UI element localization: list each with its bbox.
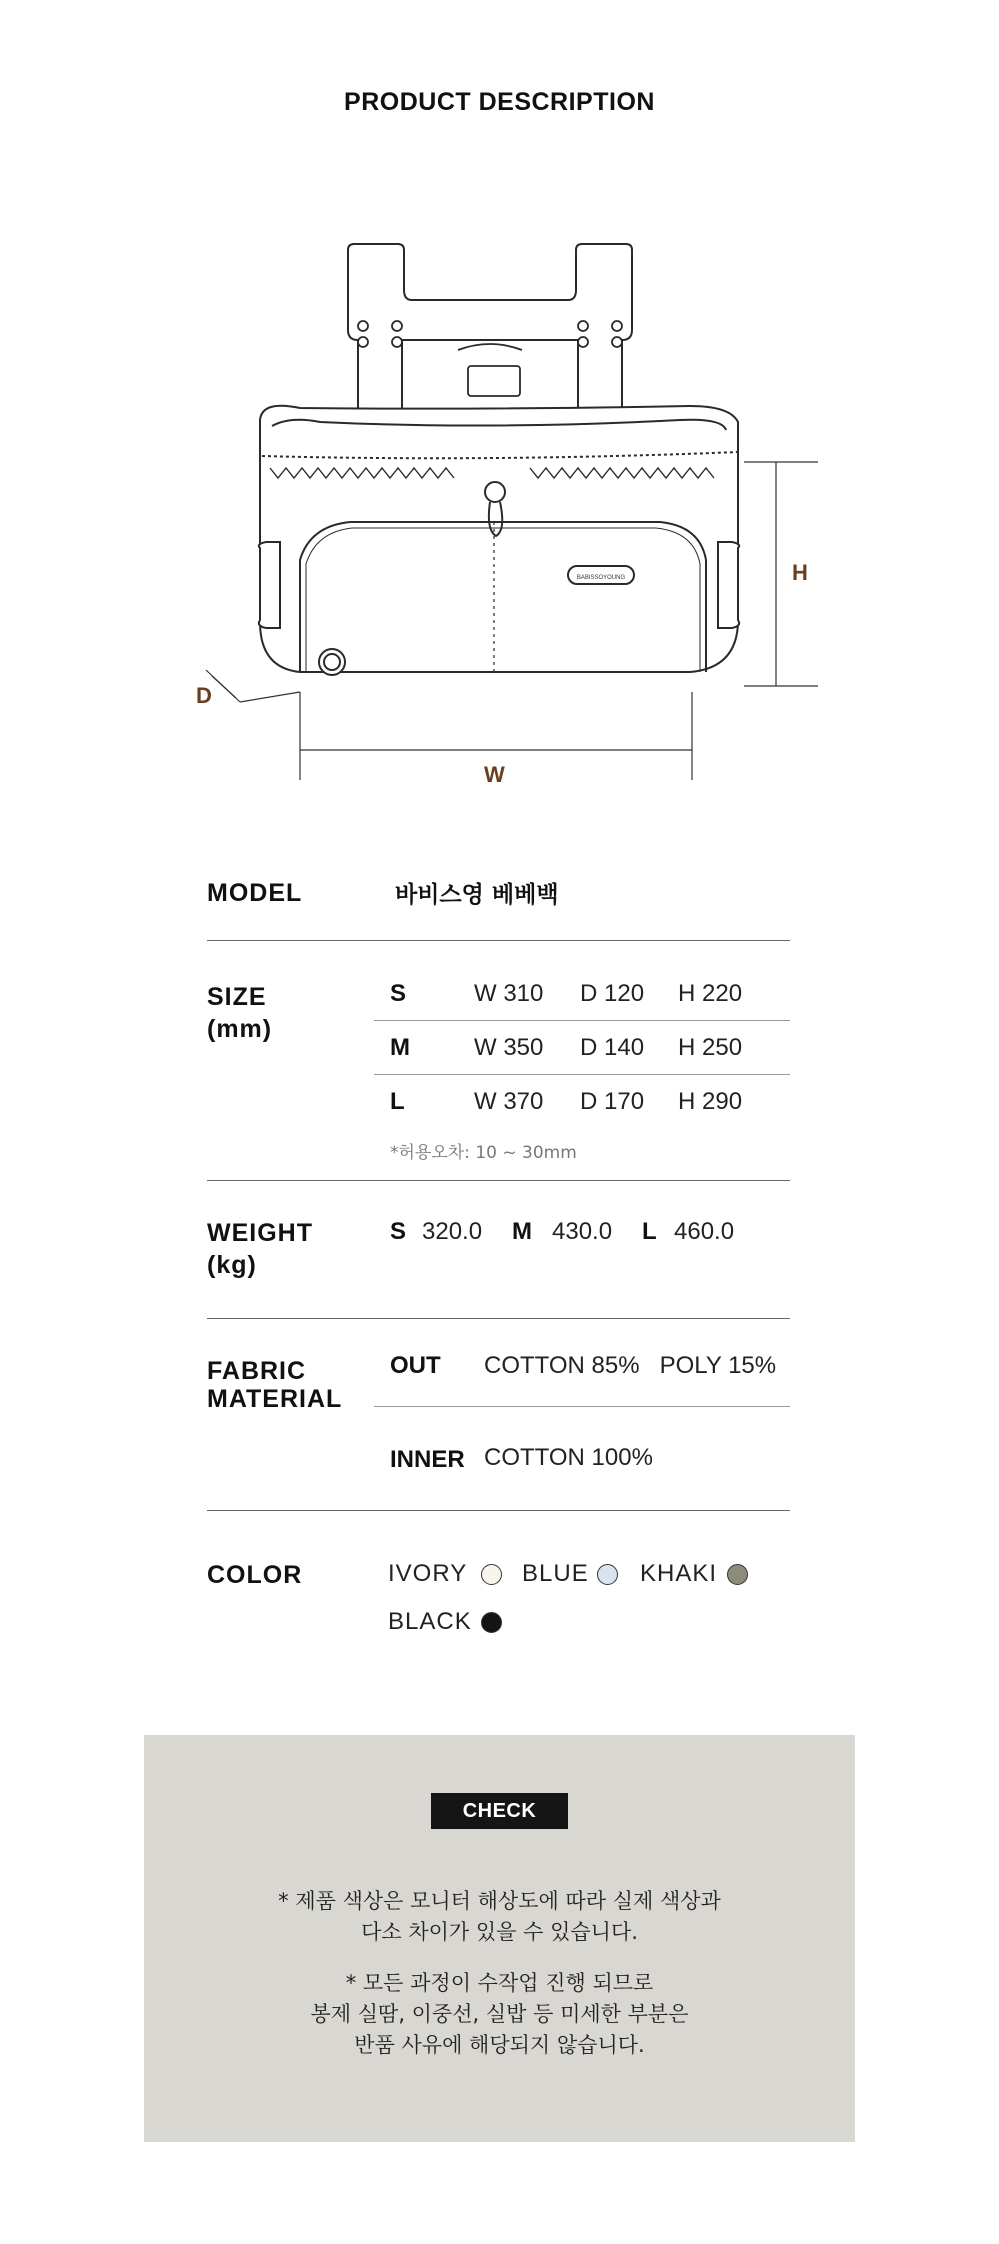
size-l: L (390, 1088, 405, 1115)
divider (207, 1180, 790, 1181)
fabric-label-line2: MATERIAL (207, 1385, 343, 1413)
size-l-depth: D 170 (580, 1088, 645, 1115)
weight-value-l: 460.0 (674, 1218, 735, 1245)
weight-size-m: M (512, 1218, 532, 1245)
size-unit: (mm) (207, 1015, 273, 1043)
color-option-khaki: KHAKI (640, 1560, 718, 1587)
page-title: PRODUCT DESCRIPTION (344, 88, 655, 116)
width-label: W (484, 762, 505, 787)
size-m-height: H 250 (678, 1034, 743, 1061)
divider (374, 1406, 790, 1407)
notice-line: * 모든 과정이 수작업 진행 되므로 (345, 1971, 654, 1995)
weight-size-l: L (642, 1218, 657, 1245)
fabric-inner-value: COTTON 100% (484, 1444, 653, 1471)
size-s-width: W 310 (474, 980, 544, 1007)
check-button[interactable]: CHECK (431, 1793, 568, 1829)
fabric-out-value: COTTON 85% POLY 15% (484, 1352, 777, 1379)
bag-dimension-diagram (0, 230, 999, 790)
size-label: SIZE (207, 983, 267, 1011)
weight-value-s: 320.0 (422, 1218, 483, 1245)
height-label: H (792, 560, 808, 585)
size-m-width: W 350 (474, 1034, 544, 1061)
size-s-depth: D 120 (580, 980, 645, 1007)
weight-unit: (kg) (207, 1251, 257, 1279)
blue-swatch (597, 1564, 618, 1585)
model-value: 바비스영 베베백 (395, 882, 559, 908)
model-label: MODEL (207, 879, 303, 907)
fabric-out-label: OUT (390, 1352, 441, 1379)
size-l-height: H 290 (678, 1088, 743, 1115)
weight-size-s: S (390, 1218, 407, 1245)
divider (374, 1074, 790, 1075)
color-label: COLOR (207, 1561, 303, 1589)
fabric-label-line1: FABRIC (207, 1357, 307, 1385)
brand-tag-text: BABISSOYOUNG (576, 575, 626, 581)
color-option-ivory: IVORY (388, 1560, 468, 1587)
size-l-width: W 370 (474, 1088, 544, 1115)
color-option-blue: BLUE (522, 1560, 589, 1587)
weight-value-m: 430.0 (552, 1218, 613, 1245)
divider (207, 1510, 790, 1511)
khaki-swatch (727, 1564, 748, 1585)
size-s: S (390, 980, 407, 1007)
black-swatch (481, 1612, 502, 1633)
weight-label: WEIGHT (207, 1219, 313, 1247)
notice-line: 봉제 실땀, 이중선, 실밥 등 미세한 부분은 (310, 2002, 689, 2026)
notice-box (144, 1735, 855, 2142)
divider (207, 1318, 790, 1319)
color-option-black: BLACK (388, 1608, 472, 1635)
size-s-height: H 220 (678, 980, 743, 1007)
notice-line: 다소 차이가 있을 수 있습니다. (361, 1920, 638, 1944)
divider (207, 940, 790, 941)
ivory-swatch (481, 1564, 502, 1585)
depth-label: D (196, 683, 212, 708)
size-tolerance-note: *허용오차: 10 ~ 30mm (390, 1143, 577, 1163)
notice-line: 반품 사유에 해당되지 않습니다. (354, 2033, 645, 2057)
divider (374, 1020, 790, 1021)
fabric-inner-label: INNER (390, 1446, 465, 1473)
size-m-depth: D 140 (580, 1034, 645, 1061)
notice-line: * 제품 색상은 모니터 해상도에 따라 실제 색상과 (278, 1889, 721, 1913)
size-m: M (390, 1034, 410, 1061)
